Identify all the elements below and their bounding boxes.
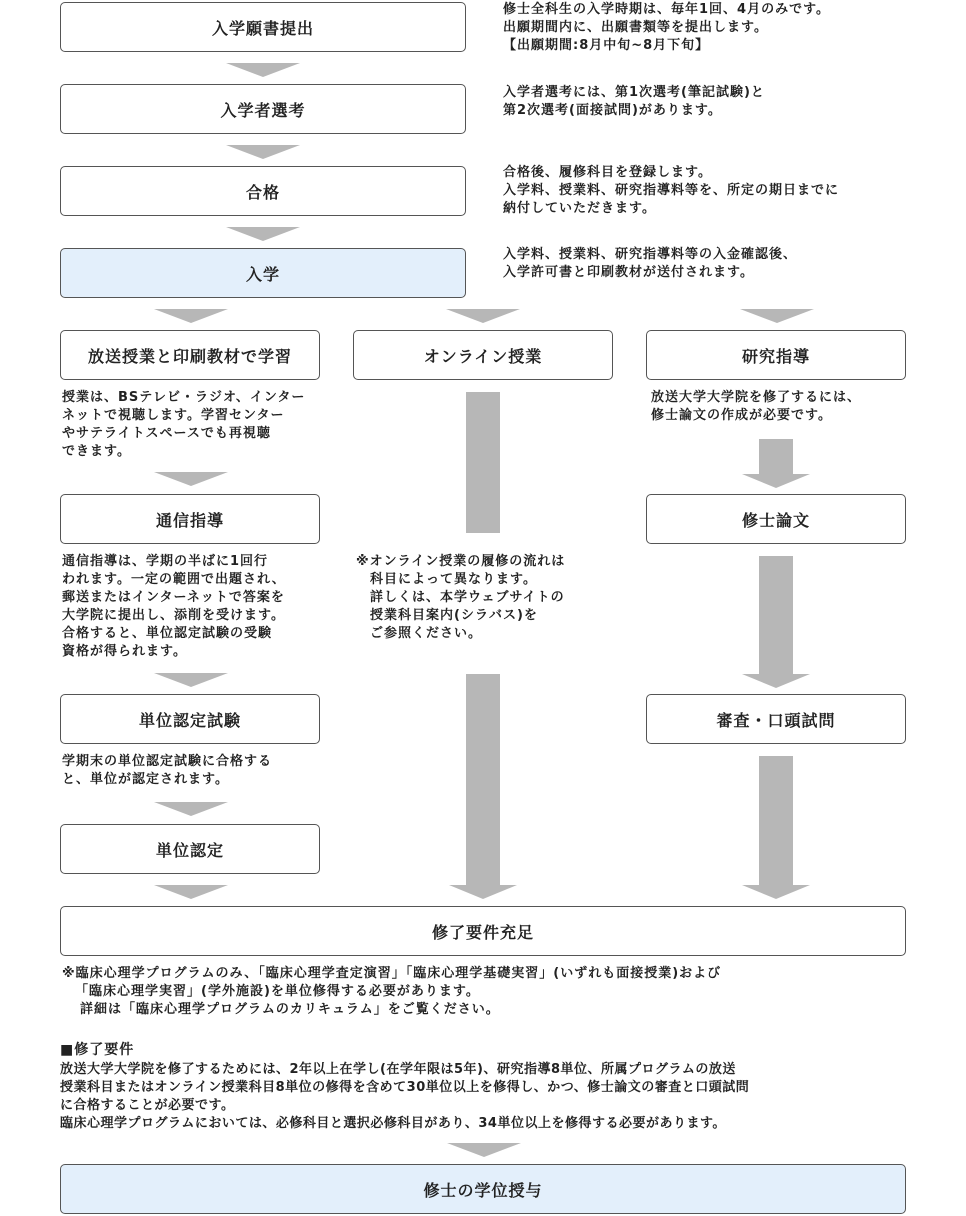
arrow-down-completion-center [449,674,517,899]
credit-exam-label: 単位認定試験 [138,710,241,730]
arrow-down-review [742,556,810,688]
arrow-down-2 [226,145,300,159]
admission-label: 入学 [245,264,280,284]
arrow-down-exam [154,673,228,687]
arrow-down-research [740,309,814,323]
admission-note: 入学料、授業料、研究指導料等の入金確認後、 入学許可書と印刷教材が送付されます。 [503,247,798,280]
online-class-label: オンライン授業 [423,346,543,366]
clinical-note-line1: ※臨床心理学プログラムのみ、「臨床心理学査定演習」「臨床心理学基礎実習」(いずれも面接授業)および [62,966,722,981]
application-label: 入学願書提出 [211,18,314,38]
correspondence-label: 通信指導 [155,510,224,530]
credit-exam-note: 学期末の単位認定試験に合格する と、単位が認定されます。 [62,754,273,787]
research-guidance-note: 放送大学大学院を修了するには、 修士論文の作成が必要です。 [651,390,862,423]
online-class-step [353,330,613,380]
research-guidance-step [646,330,906,380]
clinical-psychology-note [62,965,721,1019]
thesis-step [646,494,906,544]
arrow-down-completion-right [742,756,810,899]
completion-requirements-step [60,906,906,956]
requirements-text: 放送大学大学院を修了するためには、2年以上在学し(在学年限は5年)、研究指導8単位、所属プログラムの放送 授業科目またはオンライン授業科目8単位の修得を含めて30単位以上を修得し、かつ、修士論文の審査と口頭試問 に合格することが必要です。 臨床心理学プログラムにおいては、必修科目と選択必修科目があり、34単位以上を修得する必要があります。 [60,1062,750,1131]
selection-note: 入学者選考には、第1次選考(筆記試験)と 第2次選考(面接試問)があります。 [503,85,765,118]
broadcast-study-step [60,330,320,380]
arrow-down-credit [154,802,228,816]
admission-step [60,248,466,298]
degree-conferral-step [60,1164,906,1214]
arrow-down-broadcast [154,309,228,323]
application-note: 修士全科生の入学時期は、毎年1回、4月のみです。 出願期間内に、出願書類等を提出します。 【出願期間:8月中旬~8月下旬】 [503,2,831,53]
selection-label: 入学者選考 [220,100,306,120]
review-oral-exam-label: 審査・口頭試問 [716,710,836,730]
clinical-note-line3-post: 」をご覧ください。 [373,1002,500,1017]
application-step [60,2,466,52]
selection-step [60,84,466,134]
broadcast-study-label: 放送授業と印刷教材で学習 [87,346,292,366]
pass-step [60,166,466,216]
arrow-down-1 [226,63,300,77]
completion-requirements-label: 修了要件充足 [431,922,534,942]
arrow-down-completion-left [154,885,228,899]
online-class-note: ※オンライン授業の履修の流れは 科目によって異なります。 詳しくは、本学ウェブサイトの 授業科目案内(シラバス)を ご参照ください。 [356,554,566,641]
online-flow-bar [466,392,500,533]
arrow-down-3 [226,227,300,241]
arrow-down-correspondence [154,472,228,486]
research-guidance-label: 研究指導 [741,346,810,366]
broadcast-study-note: 授業は、BSテレビ・ラジオ、インター ネットで視聴します。学習センター やサテライトスペースでも再視聴 できます。 [62,390,306,459]
credit-exam-step [60,694,320,744]
correspondence-step [60,494,320,544]
curriculum-link[interactable]: 臨床心理学プログラムのカリキュラム [136,1002,374,1017]
credit-certification-step [60,824,320,874]
clinical-note-line3-pre: 詳細は「 [80,1002,137,1017]
arrow-down-online [446,309,520,323]
review-oral-exam-step [646,694,906,744]
clinical-note-line2: 「臨床心理学実習」(学外施設)を単位修得する必要があります。 [75,984,480,999]
arrow-down-degree [447,1143,521,1157]
pass-note: 合格後、履修科目を登録します。 入学料、授業料、研究指導料等を、所定の期日までに 納付していただきます。 [503,165,840,216]
degree-conferral-label: 修士の学位授与 [423,1180,543,1200]
pass-label: 合格 [245,182,280,202]
credit-certification-label: 単位認定 [155,840,224,860]
requirements-heading: ■修了要件 [60,1042,135,1058]
thesis-label: 修士論文 [741,510,810,530]
arrow-down-thesis [742,439,810,488]
correspondence-note: 通信指導は、学期の半ばに1回行 われます。一定の範囲で出題され、 郵送またはインターネットで答案を 大学院に提出し、添削を受けます。 合格すると、単位認定試験の受験 資格が得られます。 [62,554,286,659]
